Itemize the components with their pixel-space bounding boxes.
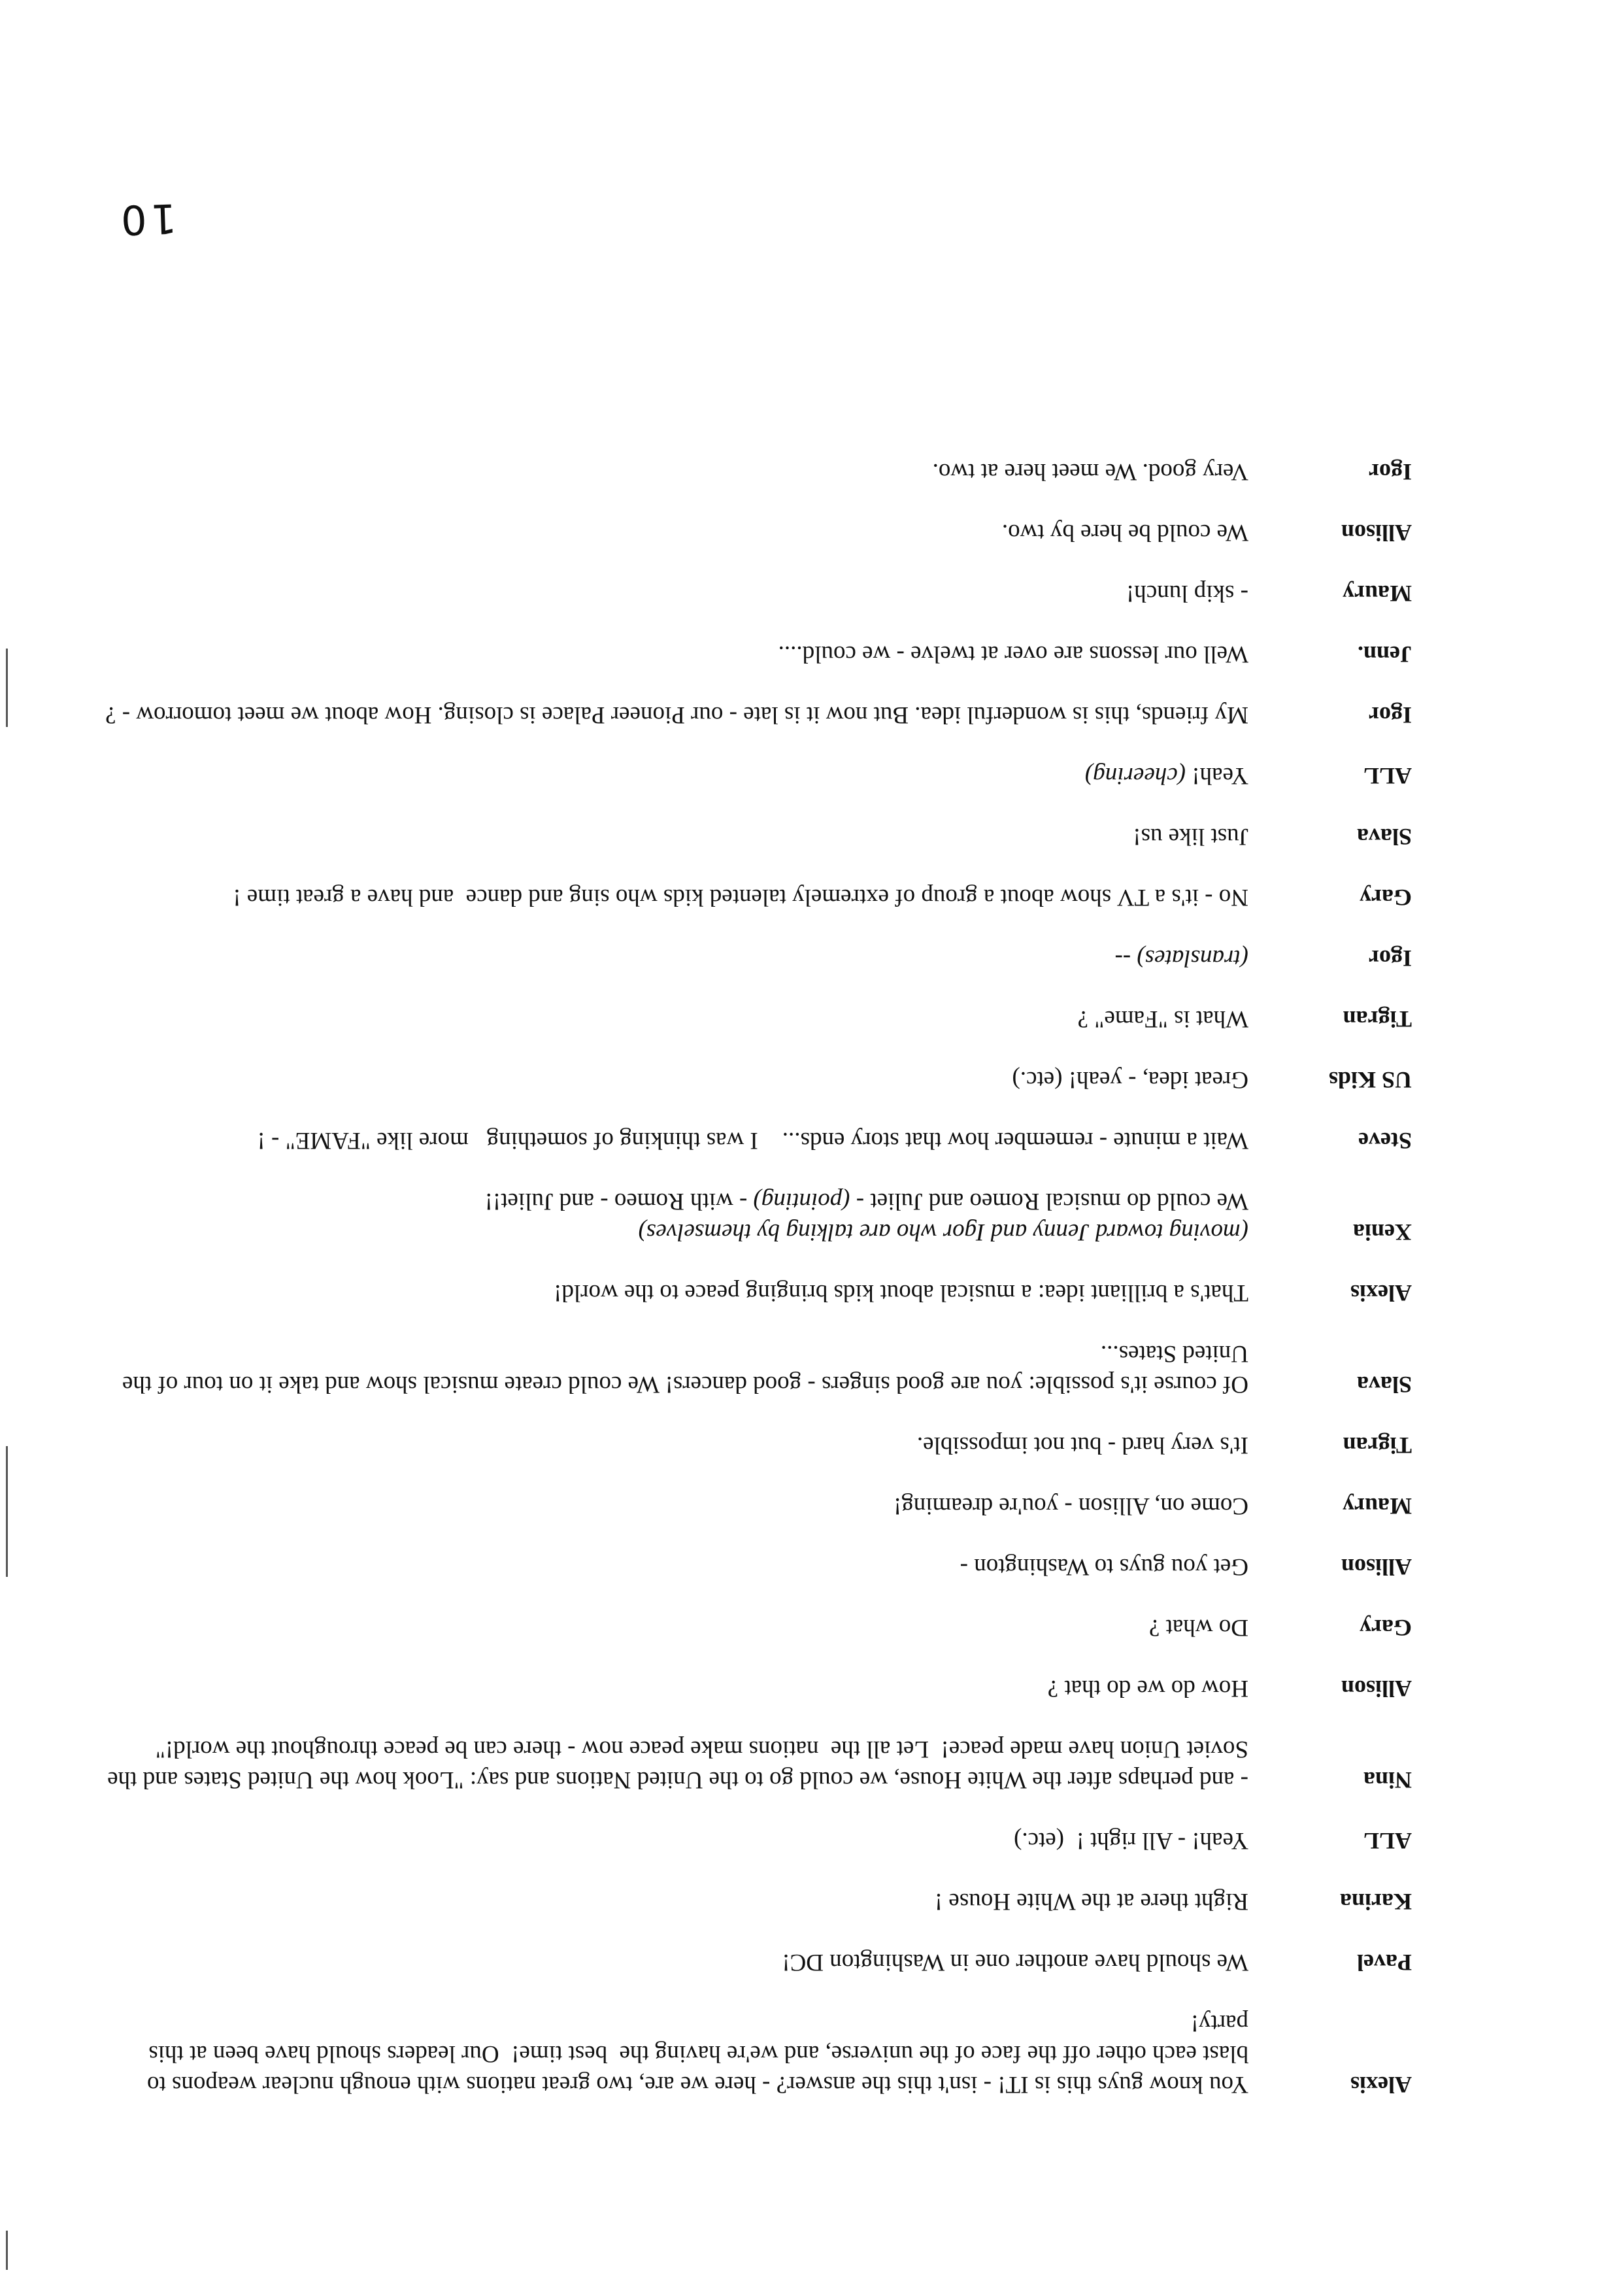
dialogue-line — [101, 1734, 1412, 1795]
dialogue-text: Do what ? — [1148, 1614, 1248, 1641]
speaker-name: Alexis — [1350, 2072, 1412, 2098]
dialogue-text: No - it's a TV show about a group of extremely talented kids who sing and dance and have a great time ! — [233, 884, 1248, 911]
speech-text — [105, 1430, 1248, 1460]
dialogue-line — [105, 1004, 1412, 1034]
speech-text — [105, 517, 1248, 548]
speech-text — [105, 882, 1248, 913]
speaker-name: Alexis — [1350, 1280, 1412, 1306]
speaker-name: Gary — [1360, 1615, 1412, 1641]
dialogue-line — [105, 1125, 1412, 1156]
speaker-name: Nina — [1363, 1767, 1412, 1793]
speech-text — [105, 1886, 1248, 1917]
speech-text — [105, 943, 1248, 973]
dialogue-text: Yeah! - All right ! (etc.) — [1014, 1827, 1248, 1854]
dialogue-text: Well our lessons are over at twelve - we could.... — [778, 641, 1248, 667]
speech-text — [105, 1491, 1248, 1521]
dialogue-line — [105, 517, 1412, 548]
dialogue-line — [105, 1186, 1412, 1247]
speaker-name: ALL — [1363, 763, 1412, 789]
speech-text — [105, 1277, 1248, 1308]
speech-text — [105, 700, 1248, 730]
script-body — [101, 426, 1412, 2100]
speech-text — [105, 1551, 1248, 1582]
dialogue-text: We should have another one in Washington DC! — [782, 1949, 1248, 1976]
speaker-name: ALL — [1363, 1828, 1412, 1854]
dialogue-text: Very good. We meet here at two. — [932, 458, 1248, 485]
dialogue-text: Get you guys to Washington - — [960, 1553, 1248, 1580]
dialogue-text: Just like us! — [1133, 823, 1248, 850]
speech-text — [105, 1825, 1248, 1856]
speaker-name: US Kids — [1328, 1067, 1412, 1093]
dialogue-line — [105, 639, 1412, 669]
speech-text — [105, 639, 1248, 669]
dialogue-text: - skip lunch! — [1126, 580, 1248, 607]
speech-text — [105, 1186, 1248, 1247]
speaker-name: Allison — [1341, 1676, 1412, 1702]
stage-direction: (moving toward Jenny and Igor who are talking by themselves) — [638, 1219, 1248, 1245]
dialogue-text: That's a brilliant idea: a musical about kids bringing peace to the world! — [554, 1279, 1248, 1306]
dialogue-line — [105, 821, 1412, 852]
speaker-name: Igor — [1369, 702, 1412, 728]
dialogue-text: We could be here by two. — [1001, 519, 1248, 546]
stage-direction: (cheering) — [1084, 762, 1186, 789]
dialogue-text: My friends, this is wonderful idea. But now it is late - our Pioneer Palace is closing. How about we meet tomorrow - ? — [105, 701, 1248, 728]
dialogue-text: Great idea, - yeah! (etc.) — [1012, 1066, 1248, 1093]
dialogue-text: - with Romeo - and Juliet!! — [484, 1188, 754, 1215]
dialogue-text: - and perhaps after the White House, we could go to the United Nations and say: "Look how the United States and the Soviet Union have made peace! Let all the nations make peace now - there can be peace throughout the world!" — [101, 1736, 1248, 1793]
dialogue-text: It's very hard - but not impossible. — [916, 1432, 1248, 1459]
dialogue-line — [105, 1612, 1412, 1643]
speech-text — [105, 821, 1248, 852]
speaker-name: Allison — [1341, 1554, 1412, 1580]
dialogue-line — [105, 1338, 1412, 1400]
speech-text — [105, 1612, 1248, 1643]
speaker-name: Allison — [1341, 520, 1412, 546]
dialogue-line — [105, 1673, 1412, 1704]
dialogue-text: Of course it's possible: you are good singers - good dancers! We could create musical show and take it on tour of the United States... — [116, 1340, 1248, 1398]
dialogue-line — [105, 2008, 1412, 2100]
speaker-name: Maury — [1343, 581, 1412, 607]
speech-text — [105, 1673, 1248, 1704]
scan-mark — [6, 2231, 8, 2270]
speaker-name: Tigran — [1343, 1432, 1412, 1459]
speaker-name: Tigran — [1343, 1006, 1412, 1032]
dialogue-line — [105, 1947, 1412, 1978]
speaker-name: Xenia — [1353, 1219, 1412, 1245]
speaker-name: Slava — [1356, 1372, 1412, 1398]
dialogue-text: -- — [1114, 945, 1137, 971]
dialogue-text: What is "Fame" ? — [1077, 1005, 1248, 1032]
speaker-name: Steve — [1358, 1128, 1412, 1154]
dialogue-line — [105, 578, 1412, 609]
speech-text — [105, 456, 1248, 487]
speaker-name: Jenn. — [1357, 641, 1412, 667]
speaker-name: Igor — [1369, 945, 1412, 971]
speaker-name: Gary — [1360, 885, 1412, 911]
dialogue-text: Wait a minute - remember how that story ends... I was thinking of something more like "FAME" - ! — [257, 1127, 1248, 1154]
speaker-name: Slava — [1356, 824, 1412, 850]
dialogue-text: Come on, Allison - you're dreaming! — [893, 1493, 1248, 1519]
speech-text — [105, 1125, 1248, 1156]
speaker-name: Pavel — [1357, 1950, 1412, 1976]
dialogue-line — [105, 943, 1412, 973]
speaker-name: Karina — [1339, 1889, 1412, 1915]
speech-text — [101, 1734, 1248, 1795]
dialogue-text: Right there at the White House ! — [934, 1888, 1248, 1915]
dialogue-line — [105, 1551, 1412, 1582]
page-number: 10 — [116, 194, 178, 245]
dialogue-text: How do we do that ? — [1047, 1675, 1248, 1702]
dialogue-line — [105, 1064, 1412, 1095]
dialogue-line — [105, 1825, 1412, 1856]
speech-text — [105, 1947, 1248, 1978]
dialogue-line — [105, 1430, 1412, 1460]
speech-text — [105, 1064, 1248, 1095]
speaker-name: Maury — [1343, 1493, 1412, 1519]
scan-mark — [6, 1446, 8, 1577]
speech-text — [105, 578, 1248, 609]
dialogue-line — [105, 1886, 1412, 1917]
stage-direction: (translates) — [1137, 945, 1248, 971]
dialogue-text: We could do musical Romeo and Juliet - — [850, 1188, 1248, 1215]
stage-direction: (pointing) — [753, 1188, 850, 1215]
dialogue-text: You know guys this is IT! - isn't this the answer? - here we are, two great nations with enough nuclear weapons to blast each other off the face of the universe, and we're having the best time! Our leaders should have been at this party! — [141, 2010, 1248, 2098]
speech-text — [105, 1004, 1248, 1034]
dialogue-text: Yeah! — [1186, 762, 1248, 789]
speech-text — [105, 2008, 1248, 2100]
scan-mark — [6, 649, 8, 727]
dialogue-line — [105, 700, 1412, 730]
dialogue-line — [105, 456, 1412, 487]
dialogue-line — [105, 1277, 1412, 1308]
speech-text — [105, 760, 1248, 791]
dialogue-line — [105, 882, 1412, 913]
speech-text — [105, 1338, 1248, 1400]
dialogue-line — [105, 1491, 1412, 1521]
dialogue-line — [105, 760, 1412, 791]
speaker-name: Igor — [1369, 459, 1412, 485]
